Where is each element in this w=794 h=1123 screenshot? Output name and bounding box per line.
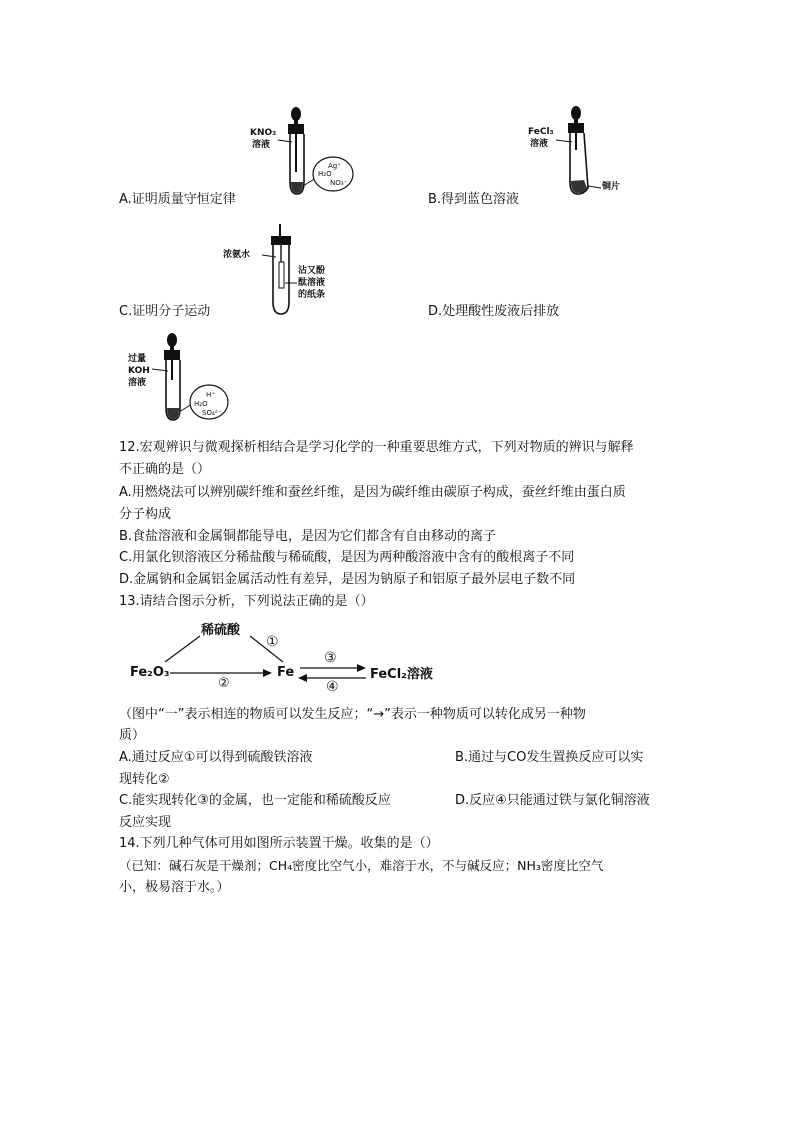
- ion-label-3: SO₄²⁻: [202, 409, 222, 417]
- ion-label-1: H⁺: [206, 391, 215, 399]
- q12-stem-line1: 12.宏观辨识与微观探析相结合是学习化学的一种重要思维方式，下列对物质的辨识与解释: [119, 440, 634, 455]
- q13-stem: 13.请结合图示分析，下列说法正确的是（）: [119, 594, 374, 609]
- reaction-3-label: ③: [324, 650, 337, 666]
- q13-option-d-line2: 反应实现: [119, 815, 172, 830]
- q13-note-line1: （图中“一”表示相连的物质可以发生反应；“→”表示一种物质可以转化成另一种物: [119, 707, 586, 722]
- q14-stem: 14.下列几种气体可用如图所示装置干燥。收集的是（）: [119, 836, 439, 851]
- q12-option-a-line2: 分子构成: [119, 507, 172, 522]
- ion-label-2: H₂O: [194, 400, 208, 408]
- ion-label-1: Ag⁺: [328, 162, 341, 170]
- sulfuric-acid-node: 稀硫酸: [201, 623, 241, 638]
- q11-option-a: A.证明质量守恒定律: [119, 192, 236, 207]
- fecl2-node: FeCl₂溶液: [370, 667, 433, 682]
- solution-label-line1: KNO₃: [250, 128, 277, 138]
- paper-label-line3: 的纸条: [298, 290, 326, 300]
- ion-label-2: H₂O: [318, 170, 332, 178]
- q11-option-c: C.证明分子运动: [119, 304, 211, 319]
- q12-option-a-line1: A.用燃烧法可以辨别碳纤维和蚕丝纤维，是因为碳纤维由碳原子构成，蚕丝纤维由蛋白质: [119, 485, 626, 500]
- paper-label-line1: 沾又酚: [298, 266, 326, 276]
- q12-option-c: C.用氯化钡溶液区分稀盐酸与稀硫酸，是因为两种酸溶液中含有的酸根离子不同: [119, 550, 575, 565]
- fe2o3-node: Fe₂O₃: [130, 665, 170, 680]
- q12-option-b: B.食盐溶液和金属铜都能导电，是因为它们都含有自由移动的离子: [119, 529, 497, 544]
- koh-label-line3: 溶液: [128, 378, 147, 388]
- q11-option-d: D.处理酸性废液后排放: [428, 304, 560, 319]
- q13-note-line2: 质）: [119, 728, 146, 743]
- solution-label-line1: FeCl₃: [528, 127, 554, 137]
- paper-label-line2: 酞溶液: [298, 278, 326, 288]
- ammonia-label: 浓氨水: [223, 250, 251, 260]
- q12-stem-line2: 不正确的是（）: [119, 462, 211, 477]
- koh-label-line2: KOH: [128, 366, 150, 376]
- q13-option-b-line2: 现转化②: [119, 772, 170, 787]
- q14-note-line2: 小，极易溶于水。）: [119, 880, 230, 895]
- reaction-2-label: ②: [218, 676, 230, 691]
- q14-note-line1: （已知：碱石灰是干燥剂；CH₄密度比空气小，难溶于水，不与碱反应；NH₃密度比空气: [119, 858, 604, 873]
- q12-option-d: D.金属钠和金属铝金属活动性有差异，是因为钠原子和铝原子最外层电子数不同: [119, 572, 576, 587]
- q13-option-d-line1: D.反应④只能通过铁与氯化铜溶液: [455, 793, 650, 808]
- q13-option-c: C.能实现转化③的金属，也一定能和稀硫酸反应: [119, 793, 391, 808]
- reaction-1-label: ①: [266, 634, 279, 650]
- fe-node: Fe: [277, 665, 295, 680]
- koh-label-line1: 过量: [128, 354, 147, 364]
- q13-option-b-line1: B.通过与CO发生置换反应可以实: [455, 750, 644, 765]
- q11-option-b: B.得到蓝色溶液: [428, 192, 520, 207]
- solution-label-line2: 溶液: [252, 140, 271, 150]
- copper-label: 铜片: [602, 182, 621, 192]
- solution-label-line2: 溶液: [530, 139, 549, 149]
- ion-label-3: NO₃⁻: [330, 179, 348, 187]
- q13-option-a: A.通过反应①可以得到硫酸铁溶液: [119, 750, 313, 765]
- reaction-4-label: ④: [326, 679, 339, 695]
